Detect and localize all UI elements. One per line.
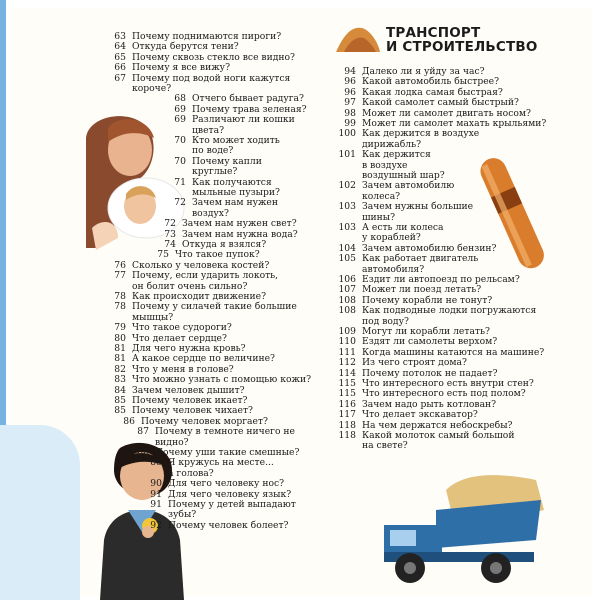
entry-text: А какое сердце по величине? [132,353,275,365]
left-entry [164,115,295,136]
entry-text: Как работает двигатель [362,253,479,265]
left-entry [104,74,290,95]
entry-text: круглые? [192,166,238,178]
entry-text: На чем держатся небоскребы? [362,419,513,431]
page-number: 82 [114,363,126,375]
entry-text: он болит очень сильно? [132,280,248,292]
entry-text: Из чего строят дома? [362,357,467,369]
page-number: 105 [338,253,356,265]
page-number: 111 [338,346,356,358]
entry-text: автомобиля? [362,263,425,275]
page-number: 65 [114,51,126,63]
entry-text: под воду? [362,315,409,327]
entry-text: Ездит ли автопоезд по рельсам? [362,274,520,285]
page-number: 85 [114,395,126,406]
page-number: 91 [150,488,162,500]
entry-text: Как держится в воздухе [362,128,480,140]
entry-text: шины? [362,211,396,223]
entry-text: Для чего человеку нос? [168,478,285,490]
entry-text: Какой молоток самый большой [362,430,515,441]
page-number: 115 [338,388,356,400]
page-number: 118 [338,419,356,431]
page-number: 118 [338,430,356,441]
entry-text: воздушный шар? [362,170,445,181]
page-number: 108 [338,294,356,306]
page-number: 101 [338,149,356,161]
page-number: 81 [114,353,126,365]
entry-text: Зачем нам нужен [192,197,278,209]
entry-text: Как держится [362,149,431,161]
page-number: 116 [338,398,356,410]
entry-text: Сколько у человека костей? [132,259,270,271]
page-number: 78 [114,301,126,313]
entry-text: цвета? [192,124,225,136]
entry-text: Какая лодка самая быстрая? [362,86,503,98]
page-number: 69 [174,103,186,115]
page-number: 73 [164,228,176,240]
left-entry [140,458,274,479]
page-number: 104 [338,242,356,254]
entry-text: Почему трава зеленая? [192,103,307,115]
entry-text: Какой самолет самый быстрый? [362,97,519,109]
entry-text: Что делает сердце? [132,332,227,344]
dump-truck-illustration [376,470,546,590]
entry-text: Может ли самолет махать крыльями? [362,118,547,129]
entry-text: Может ли самолет двигать носом? [362,107,531,119]
entry-text: Я кружусь на месте... [168,457,274,469]
entry-text: Почему, если ударить локоть, [132,270,279,282]
entry-text: Зачем нам нужна вода? [182,228,298,240]
entry-text: Что интересного есть под полом? [362,388,526,400]
entry-text: а голова? [168,467,214,479]
right-entry [334,150,445,181]
entry-text: Почему под водой ноги кажутся [132,72,291,84]
page-number: 84 [114,384,126,396]
jackhammer-illustration [478,150,548,280]
right-entry [334,129,479,150]
entry-text: Почему человек моргает? [141,415,268,427]
page-number: 80 [114,332,126,344]
entry-text: Как получаются [192,176,272,188]
page-number: 71 [174,176,186,188]
entry-text: Почему человек икает? [132,395,248,406]
entry-text: Как происходит движение? [132,291,267,302]
entry-text: Отчего бывает радуга? [192,93,304,105]
left-entry [104,271,278,292]
page-number: 103 [338,222,356,233]
page-number: 66 [114,62,126,74]
entry-text: зубы? [168,509,197,521]
page-number: 83 [114,374,126,386]
page-number: 72 [174,197,186,209]
right-entry [334,223,444,244]
page-number: 81 [114,343,126,354]
entry-text: Различают ли кошки [192,114,295,126]
page-number: 110 [338,336,356,348]
entry-text: короче? [132,83,172,94]
entry-text: Что у меня в голове? [132,363,234,375]
page-number: 107 [338,284,356,296]
left-entry [140,521,288,531]
entry-text: по воде? [192,145,234,157]
page-number: 100 [338,128,356,140]
entry-text: Может ли поезд летать? [362,284,482,296]
entry-text: Почему человек чихает? [132,405,253,417]
page-number: 75 [157,249,169,261]
page-number: 77 [114,270,126,282]
left-entry [164,198,278,219]
entry-text: Почему у детей выпадают [168,499,296,510]
page-number: 99 [344,118,356,129]
page-number: 69 [174,114,186,126]
entry-text: Почему я все вижу? [132,62,230,74]
left-entry [127,427,295,448]
left-entry [140,500,296,521]
entry-text: Зачем нужны большие [362,201,474,213]
page-number: 67 [114,72,126,84]
page-number: 103 [338,201,356,213]
page-number: 78 [114,291,126,302]
entry-text: Зачем надо рыть котлован? [362,398,497,410]
entry-text: Почему потолок не падает? [362,367,498,379]
page-number: 88 [137,447,149,458]
entry-text: у кораблей? [362,232,421,244]
entry-text: Что интересного есть внутри стен? [362,378,534,389]
page-number: 68 [174,93,186,105]
entry-text: Зачем нам нужен свет? [182,218,297,230]
page-number: 117 [338,409,356,421]
entry-text: Далеко ли я уйду за час? [362,66,485,77]
entry-text: Что можно узнать с помощью кожи? [132,374,311,386]
entry-text: Какой автомобиль быстрее? [362,76,500,88]
entry-text: Зачем автомобилю [362,180,455,192]
entry-text: Зачем человек дышит? [132,384,245,396]
entry-text: на свете? [362,440,408,452]
entry-text: А есть ли колеса [362,222,444,233]
entry-text: Почему сквозь стекло все видно? [132,51,295,63]
entry-text: Что делает экскаватор? [362,409,478,421]
page-number: 112 [338,357,356,369]
heading-line-2: И СТРОИТЕЛЬСТВО [386,39,538,55]
right-entry [334,202,473,223]
entry-text: Почему уши такие смешные? [155,447,300,458]
entry-text: Для чего нужна кровь? [132,343,246,354]
left-entry [164,157,262,178]
page-number: 64 [114,41,126,53]
entry-text: Что такое судороги? [132,322,232,334]
entry-text: Почему в темноте ничего не [155,426,295,438]
entry-text: Почему капли [192,155,262,167]
entry-text: Откуда берутся тени? [132,41,239,53]
entry-text: Кто может ходить [192,135,280,146]
page-number: 109 [338,326,356,337]
entry-text: мыльные пузыри? [192,187,280,198]
entry-text: Почему поднимаются пироги? [132,31,282,42]
entry-text: Зачем автомобилю бензин? [362,242,497,254]
page-number: 63 [114,31,126,42]
entry-text: Для чего человеку язык? [168,488,292,500]
entry-text: воздух? [192,207,229,219]
section-heading [386,26,538,54]
entry-text: Ездят ли самолеты верхом? [362,336,498,348]
page-number: 92 [150,519,162,531]
page-number: 70 [174,135,186,146]
page-number: 86 [123,415,135,427]
entry-text: колеса? [362,190,401,202]
entry-text: Как подводные лодки погружаются [362,305,537,317]
page-number: 74 [164,239,176,250]
entry-text: видно? [155,436,189,448]
page-number: 115 [338,378,356,389]
page-number: 102 [338,180,356,192]
entry-text: Что такое пупок? [175,249,260,261]
entry-text: Могут ли корабли летать? [362,326,490,337]
page-number: 96 [344,86,356,98]
page-number: 114 [338,367,356,379]
page-number: 98 [344,107,356,119]
sand-pile-icon [334,20,382,56]
entry-text: Почему корабли не тонут? [362,294,493,306]
blue-corner-panel [0,425,80,600]
page-number: 96 [344,76,356,88]
page-number: 106 [338,274,356,285]
right-entry [334,254,478,275]
page-number: 87 [137,426,149,438]
left-entry [164,136,280,157]
entry-text: Почему человек болеет? [168,519,289,531]
heading-line-1: ТРАНСПОРТ [386,25,481,41]
right-entry [334,181,454,202]
page-number: 88 [150,457,162,469]
entry-text: Почему у силачей такие большие [132,301,297,313]
page-number: 70 [174,155,186,167]
page-number: 94 [344,66,356,77]
page-number: 79 [114,322,126,334]
page-number: 91 [150,499,162,510]
page-number: 76 [114,259,126,271]
right-entry [334,431,514,452]
page-number: 85 [114,405,126,417]
entry-text: мышцы? [132,311,174,323]
blue-border-strip [0,0,6,430]
entry-text: дирижабль? [362,138,422,150]
right-entry [334,306,536,327]
entry-text: Когда машины катаются на машине? [362,346,545,358]
entry-text: в воздухе [362,159,408,171]
page-number: 90 [150,478,162,490]
page-number: 72 [164,218,176,230]
entry-text: Откуда я взялся? [182,239,267,250]
left-entry [104,302,297,323]
page-number: 108 [338,305,356,317]
left-entry [164,178,280,199]
page-number: 97 [344,97,356,109]
